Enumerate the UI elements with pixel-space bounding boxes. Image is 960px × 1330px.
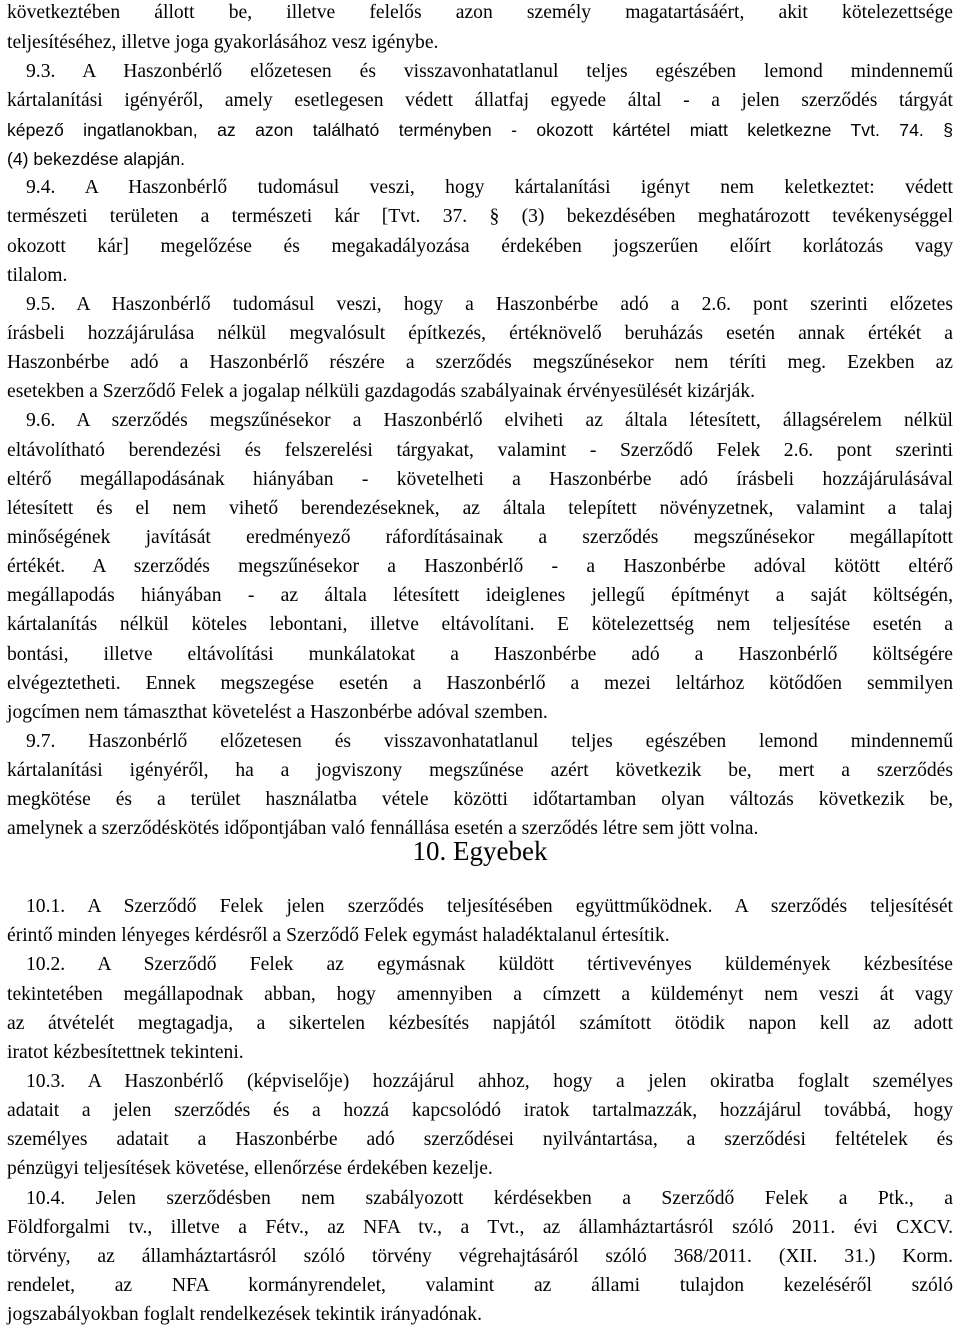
text-line: 9.3. A Haszonbérlő előzetesen és visszavonhatatlanul teljes egészében lemond mindennemű [26,61,953,82]
text-line: megállapodás hiányában - az általa létesített ideiglenes jellegű építményt a saját költségén, [7,585,953,606]
text-line: következtében állott be, illetve felelős azon személy magatartásáért, akit kötelezettsége [7,2,953,23]
text-line: (4) bekezdése alapján. [7,149,186,169]
text-line: megkötése és a terület használatba vétele közötti időtartamban olyan változás következik be, [7,789,953,810]
text-line: kártalanítási igényéről, ha a jogviszony megszűnése azért következik be, mert a szerződés [7,760,953,781]
text-line: 9.6. A szerződés megszűnésekor a Haszonbérlő elviheti az általa létesített, állagsérelem nélkül [26,410,953,431]
text-line: 9.4. A Haszonbérlő tudomásul veszi, hogy kártalanítási igényt nem keletkeztet: védett [26,177,953,198]
text-line: okozott kár] megelőzése és megakadályozása érdekében jogszerűen előírt korlátozás vagy [7,236,953,257]
text-line: Földforgalmi tv., illetve a Fétv., az NFA tv., a Tvt., az államháztartásról szóló 2011. évi CXCV. [7,1217,953,1238]
text-line: érintő minden lényeges kérdésről a Szerződő Felek egymást haladéktalanul értesítik. [7,925,670,946]
text-line: bontási, illetve eltávolítási munkálatokat a Haszonbérbe adó a Haszonbérlő költségére [7,644,953,665]
text-line: létesített és el nem vihető berendezéseknek, az általa telepített növényzetnek, valamint a talaj [7,498,953,519]
section-heading: 10. Egyebek [412,836,548,866]
text-line: képező ingatlanokban, az azon található terményben - okozott kártétel miatt keletkezne Tvt. 74. § [7,120,953,140]
text-line: pénzügyi teljesítések követése, ellenőrzése érdekében kezelje. [7,1158,493,1179]
text-line: az átvételét megtagadja, a sikertelen kézbesítés napjától számított ötödik napon kell az adott [7,1013,953,1034]
text-line: eltávolítható berendezési és felszerelési tárgyakat, valamint - Szerződő Felek 2.6. pont szerinti [7,440,953,461]
text-line: személyes adatait a Haszonbérbe adó szerződései nyilvántartása, a szerződési feltételek és [7,1129,953,1150]
text-line: kártalanítási igényéről, amely esetlegesen védett állatfaj egyede által - a jelen szerződés tárgyát [7,90,953,111]
text-line: 10.4. Jelen szerződésben nem szabályozott kérdésekben a Szerződő Felek a Ptk., a [26,1188,953,1209]
text-line: 9.7. Haszonbérlő előzetesen és visszavonhatatlanul teljes egészében lemond mindennemű [26,731,953,752]
text-line: eltérő megállapodásának hiányában - követelheti a Haszonbérbe adó írásbeli hozzájárulásával [7,469,953,490]
text-line: jogcímen nem támaszthat követelést a Haszonbérbe adóval szemben. [7,702,548,723]
text-line: kártalanítás nélkül köteles lebontani, illetve eltávolítani. E kötelezettség nem teljesítése esetén a [7,614,953,635]
text-line: iratot kézbesítettnek tekinteni. [7,1042,244,1063]
text-line: elvégeztetheti. Ennek megszegése esetén a Haszonbérlő a mezei leltárhoz kötődően semmilyen [7,673,953,694]
text-line: tilalom. [7,265,68,286]
text-line: 10.2. A Szerződő Felek az egymásnak küldött tértivevényes küldemények kézbesítése [26,954,953,975]
text-line: teljesítéséhez, illetve joga gyakorlásához vesz igénybe. [7,32,439,53]
text-line: 10.3. A Haszonbérlő (képviselője) hozzájárul ahhoz, hogy a jelen okiratba foglalt személyes [26,1071,953,1092]
text-line: 10.1. A Szerződő Felek jelen szerződés teljesítésében együttműködnek. A szerződés teljesítését [26,896,953,917]
text-line: jogszabályokban foglalt rendelkezések tekintik irányadónak. [7,1304,482,1325]
text-line: esetekben a Szerződő Felek a jogalap nélküli gazdagodás szabályainak érvényesülését kizárják. [7,381,756,402]
text-line: amelynek a szerződéskötés időpontjában való fennállása esetén a szerződés létre sem jött volna. [7,818,759,839]
text-line: adatait a jelen szerződés és a hozzá kapcsolódó iratok tartalmazzák, hozzájárul továbbá, hogy [7,1100,953,1121]
text-line: Haszonbérbe adó a Haszonbérlő részére a szerződés megszűnésekor nem téríti meg. Ezekben az [7,352,953,373]
text-line: rendelet, az NFA kormányrendelet, valamint az állami tulajdon kezeléséről szóló [7,1275,953,1296]
text-line: minőségének javítását eredményező ráfordításainak a szerződés megszűnésekor megállapított [7,527,953,548]
text-line: tekintetében megállapodnak abban, hogy amennyiben a címzett a küldeményt nem veszi át vagy [7,984,953,1005]
text-line: értékét. A szerződés megszűnésekor a Haszonbérlő - a Haszonbérbe adóval kötött eltérő [7,556,953,577]
text-line: 9.5. A Haszonbérlő tudomásul veszi, hogy a Haszonbérbe adó a 2.6. pont szerinti előzetes [26,294,953,315]
text-line: természeti területen a természeti kár [Tvt. 37. § (3) bekezdésében meghatározott tevékenységgel [7,206,953,227]
text-line: írásbeli hozzájárulása nélkül megvalósult építkezés, értéknövelő beruházás esetén annak értékét a [7,323,953,344]
text-line: törvény, az államháztartásról szóló törvény végrehajtásáról szóló 368/2011. (XII. 31.) Korm. [7,1246,953,1267]
